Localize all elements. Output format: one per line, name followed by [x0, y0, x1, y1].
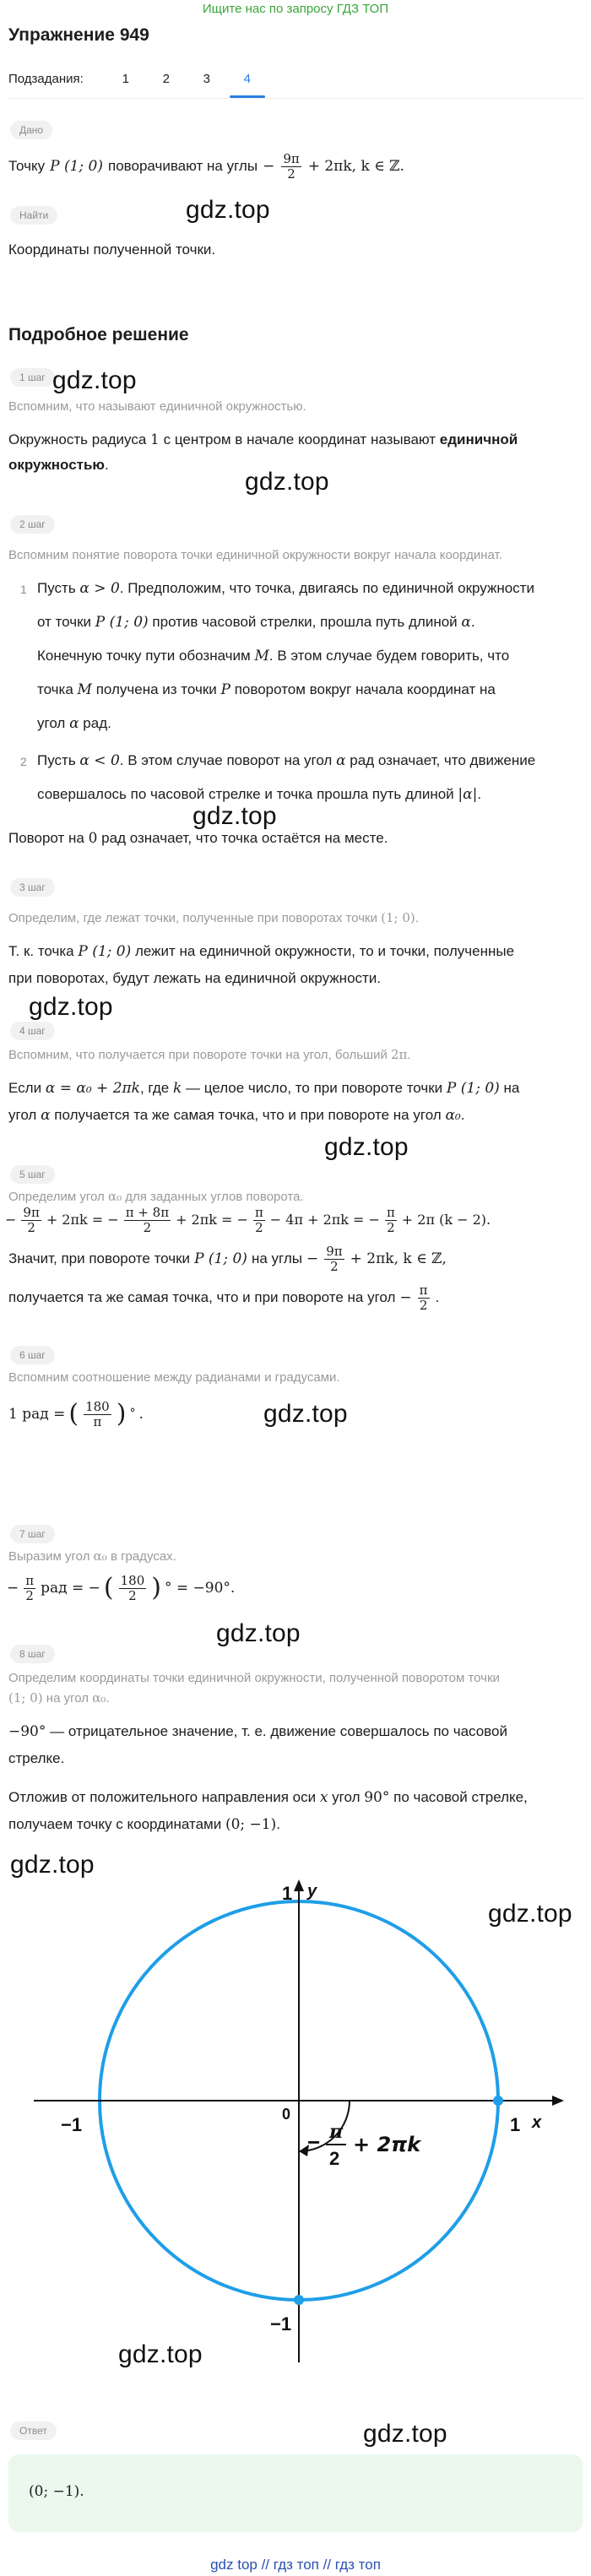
list-item-2-line-2: совершалось по часовой стрелке и точка прошла путь длиной |α|. [37, 786, 482, 803]
step-1-line-2: окружностью. [8, 457, 109, 473]
tabs-divider [8, 98, 583, 99]
x-axis-arrow-icon [552, 2096, 564, 2106]
given-angle-fraction [281, 152, 301, 181]
step-7-hint: Выразим угол α₀ в градусах. [8, 1548, 176, 1564]
given-angle-tail: + 2πk, k ∈ ℤ. [307, 157, 404, 175]
step-5-line-2: получается та же самая точка, что и при повороте на угол − $\frac{\pi}{2}$ . [8, 1283, 440, 1313]
footer-links[interactable]: gdz top // гдз топ // гдз топ [210, 2557, 381, 2573]
list-item-1-line-1: Пусть α > 0. Предположим, что точка, двигаясь по единичной окружности [37, 580, 534, 597]
step-8-hint-line-1: Определим координаты точки единичной окружности, полученной поворотом точки [8, 1671, 500, 1685]
list-marker: 1 [20, 583, 27, 596]
watermark: gdz.top [363, 2420, 447, 2448]
step-1-hint: Вспомним, что называют единичной окружностью. [8, 399, 306, 414]
answer-value: (0; −1). [29, 2483, 84, 2500]
label-x-1: 1 [510, 2114, 521, 2135]
watermark: gdz.top [192, 802, 277, 830]
step-8-badge: 8 шаг [10, 1645, 55, 1663]
unit-circle-diagram [0, 1874, 591, 2381]
step-7-equation: − $\frac{\pi}{2}$ рад = − ( $\frac{180}{2}$ ) ° = −90°. [7, 1573, 236, 1603]
step-8-hint-line-2: (1; 0) на угол α₀. [8, 1690, 110, 1706]
watermark: gdz.top [263, 1400, 348, 1428]
watermark: gdz.top [324, 1133, 409, 1161]
label-y-minus-1: −1 [270, 2313, 292, 2335]
step-5-equation: − $\frac{9\pi}{2}$ + 2πk = − $\frac{\pi + 8\pi}{2}$ + 2πk = − $\frac{\pi}{2}$ − 4π + 2πk = − $\frac{\pi}{2}$ + 2π (k − 2). [5, 1205, 491, 1235]
watermark: gdz.top [10, 1851, 95, 1879]
step-3-line-2: при поворотах, будут лежать на единичной окружности. [8, 970, 382, 986]
watermark: gdz.top [186, 196, 270, 224]
step-1-line-1: Окружность радиуса 1 с центром в начале координат называют единичной [8, 431, 518, 448]
step-1-badge: 1 шаг [10, 368, 55, 387]
angle-label-num: π [329, 2121, 344, 2143]
point-0-minus-1 [294, 2295, 304, 2305]
list-item-1-line-5: угол α рад. [37, 715, 111, 732]
given-text-start: Точку [8, 157, 46, 174]
watermark: gdz.top [216, 1619, 301, 1647]
top-banner[interactable]: Ищите нас по запросу ГДЗ ТОП [202, 2, 389, 16]
label-x-axis: x [532, 2113, 542, 2132]
given-angle-sign: − [263, 157, 275, 175]
tab-subtask-4[interactable]: 4 [243, 72, 251, 86]
subtasks-label: Подзадания: [8, 72, 84, 86]
answer-badge: Ответ [10, 2421, 57, 2440]
list-marker: 2 [20, 755, 27, 768]
step-5-line-1: Значит, при повороте точки P (1; 0) на углы − $\frac{9\pi}{2}$ + 2πk, k ∈ ℤ, [8, 1244, 447, 1274]
list-item-1-line-3: Конечную точку пути обозначим M. В этом случае будем говорить, что [37, 648, 510, 664]
watermark: gdz.top [52, 366, 137, 394]
step-8-line-4: получаем точку с координатами (0; −1). [8, 1816, 280, 1833]
step-5-hint: Определим угол α₀ для заданных углов поворота. [8, 1189, 304, 1204]
angle-label-sign: − [307, 2129, 321, 2155]
watermark: gdz.top [29, 993, 113, 1021]
step-6-hint: Вспомним соотношение между радианами и градусами. [8, 1370, 340, 1385]
step-4-badge: 4 шаг [10, 1022, 55, 1040]
y-axis-arrow-icon [294, 1879, 304, 1891]
list-item-2-line-1: Пусть α < 0. В этом случае поворот на угол α рад означает, что движение [37, 752, 536, 769]
step-5-badge: 5 шаг [10, 1165, 55, 1184]
label-y-1: 1 [282, 1883, 293, 1904]
point-1-0 [493, 2096, 503, 2106]
angle-label-tail: + 2πk [353, 2133, 421, 2156]
watermark: gdz.top [488, 1900, 572, 1928]
label-x-minus-1: −1 [61, 2114, 83, 2135]
step-8-line-3: Отложив от положительного направления оси x угол 90° по часовой стрелке, [8, 1789, 528, 1806]
given-text-mid: поворачивают на углы [108, 157, 258, 174]
step-2-hint: Вспомним понятие поворота точки единичной окружности вокруг начала координат. [8, 548, 502, 562]
angle-label-den: 2 [329, 2148, 340, 2169]
step-8-line-2: стрелке. [8, 1750, 65, 1766]
step-3-badge: 3 шаг [10, 878, 55, 897]
find-text: Координаты полученной точки. [8, 241, 216, 258]
step-4-hint: Вспомним, что получается при повороте точки на угол, больший 2π. [8, 1047, 411, 1062]
step-2-after: Поворот на 0 рад означает, что точка остаётся на месте. [8, 830, 388, 847]
given-badge: Дано [10, 121, 52, 139]
list-item-1-line-4: точка M получена из точки P поворотом вокруг начала координат на [37, 681, 496, 698]
frac-den: 2 [287, 165, 296, 182]
label-origin: 0 [282, 2106, 291, 2123]
solution-title: Подробное решение [8, 325, 189, 344]
step-3-line-1: Т. к. точка P (1; 0) лежит на единичной окружности, то и точки, полученные [8, 943, 515, 960]
given-point: P (1; 0) [50, 157, 103, 175]
label-y-axis: y [307, 1882, 317, 1901]
tab-subtask-1[interactable]: 1 [122, 72, 129, 86]
list-item-1-line-2: от точки P (1; 0) против часовой стрелки, прошла путь длиной α. [37, 614, 475, 631]
subtasks-nav [8, 69, 268, 89]
tab-subtask-2[interactable]: 2 [162, 72, 170, 86]
watermark: gdz.top [245, 468, 329, 496]
step-8-line-1: −90° — отрицательное значение, т. е. движение совершалось по часовой [8, 1723, 507, 1740]
frac-num: 9π [283, 151, 300, 166]
tab-subtask-3[interactable]: 3 [203, 72, 210, 86]
step-6-equation: 1 рад = ( $\frac{180}{\pi}$ ) ° . [8, 1399, 144, 1429]
step-6-badge: 6 шаг [10, 1346, 55, 1364]
step-3-hint: Определим, где лежат точки, полученные при поворотах точки (1; 0). [8, 910, 419, 925]
step-7-badge: 7 шаг [10, 1525, 55, 1543]
step-2-badge: 2 шаг [10, 515, 55, 534]
given-text [8, 152, 404, 181]
answer-box [8, 2454, 583, 2532]
step-4-line-1: Если α = α₀ + 2πk, где k — целое число, то при повороте точки P (1; 0) на [8, 1080, 520, 1097]
step-4-line-2: угол α получается та же самая точка, что и при повороте на угол α₀. [8, 1107, 465, 1124]
watermark: gdz.top [118, 2340, 203, 2368]
find-badge: Найти [10, 206, 57, 225]
page-title: Упражнение 949 [8, 25, 149, 45]
